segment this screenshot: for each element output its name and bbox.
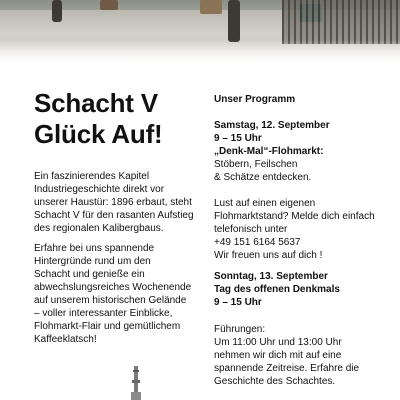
photo-stall <box>200 0 222 14</box>
page-headline: Schacht V Glück Auf! <box>34 88 163 149</box>
intro-paragraph: Ein faszinierendes Kapitel Industriegeschichte direkt vor unserer Haustür: 1896 erbaut, steht Schacht V für den rasanten Aufstieg des regionalen Kalibergbaus. <box>34 171 194 234</box>
photo-tree-trunk <box>52 0 62 22</box>
program-title: Unser Programm <box>214 94 296 105</box>
invite-paragraph: Erfahre bei uns spannende Hintergründe rund um den Schacht und genieße ein abwechslungsreiches Wochenende auf unserem historischen Gelände – voller interessanter Einblicke, Flohmarkt-Flair und gemütlichem Kaffeeklatsch! <box>34 243 192 345</box>
photo-fence <box>282 0 400 44</box>
sunday-heading: Sonntag, 13. September Tag des offenen Denkmals 9 – 15 Uhr <box>214 271 340 308</box>
stall-info: Lust auf einen eigenen Flohmarktstand? Melde dich einfach telefonisch unter +49 151 6164 5637 Wir freuen uns auf dich ! <box>214 198 375 261</box>
header-photo <box>0 0 400 68</box>
photo-fade <box>0 40 400 68</box>
photo-tree-trunk <box>228 0 240 42</box>
saturday-heading: Samstag, 12. September 9 – 15 Uhr „Denk-Mal“-Flohmarkt: <box>214 120 330 157</box>
saturday-body: Stöbern, Feilschen & Schätze entdecken. <box>214 159 312 183</box>
photo-stall <box>100 0 118 10</box>
tours-info: Führungen: Um 11:00 Uhr und 13:00 Uhr nehmen wir dich mit auf eine spannende Zeitreise. Erfahre die Geschichte des Schachtes. <box>214 324 360 387</box>
mine-headframe-icon <box>128 366 144 400</box>
